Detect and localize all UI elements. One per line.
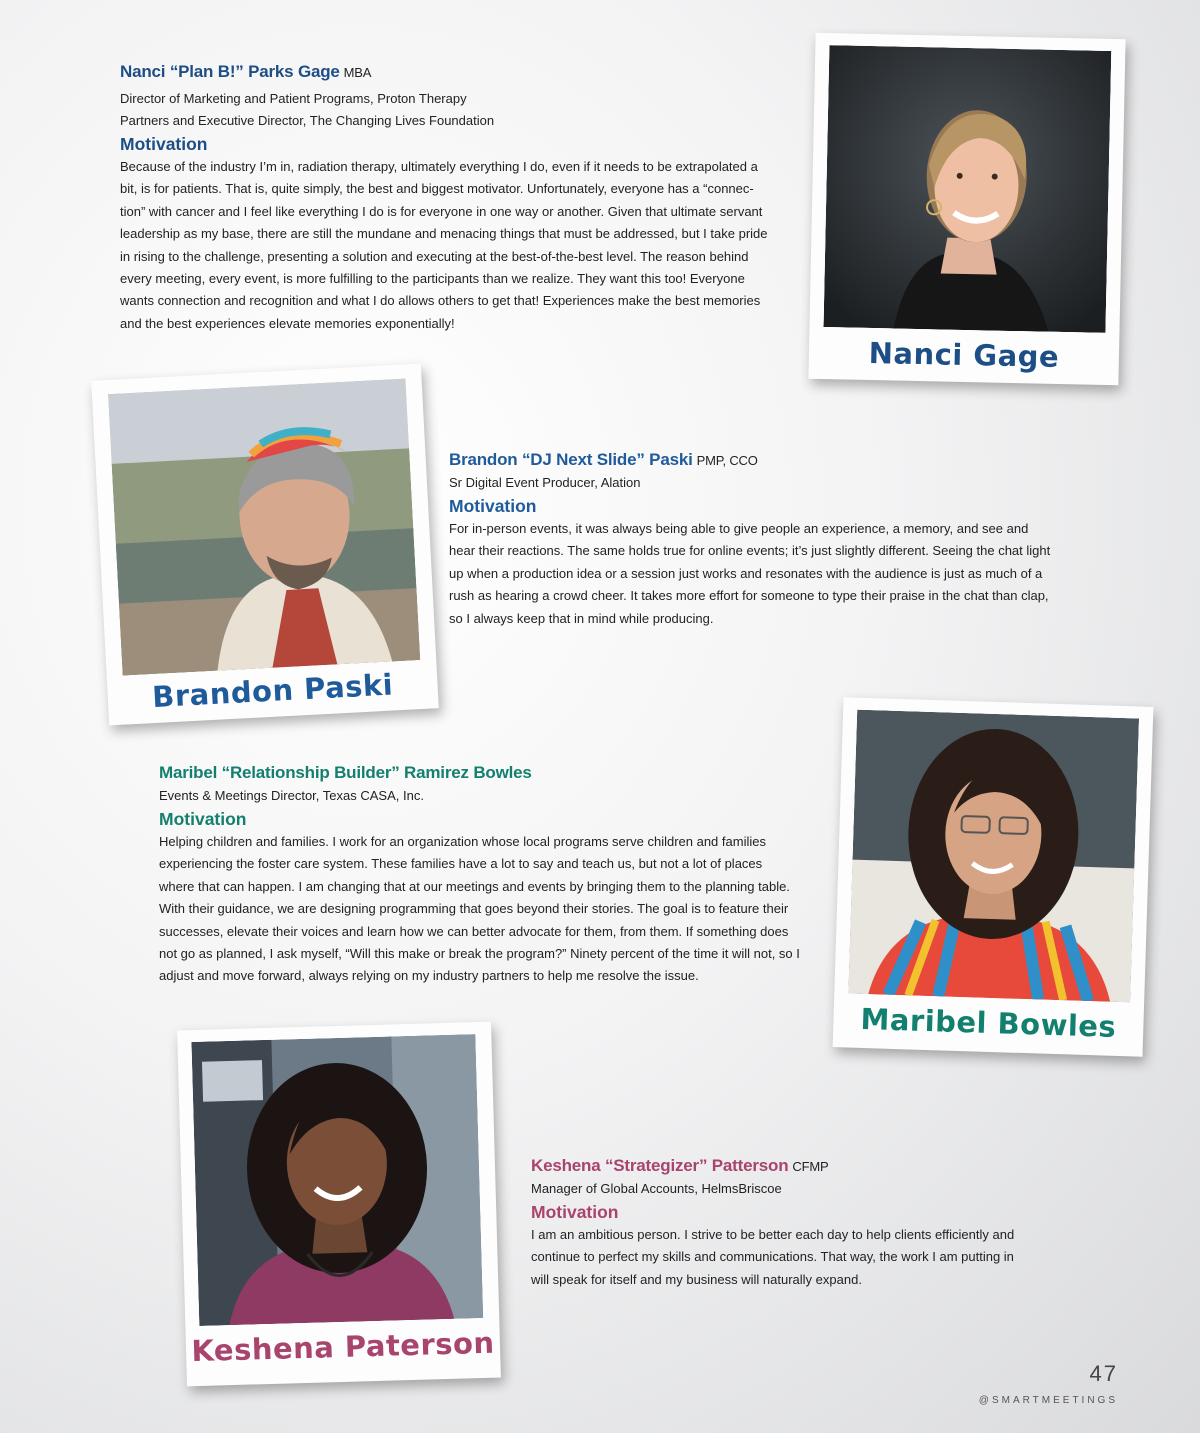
motivation-heading: Motivation (159, 809, 247, 829)
motivation-heading: Motivation (531, 1202, 619, 1222)
motivation-text: I am an ambitious person. I strive to be better each day to help clients efficiently and continue to perfect my skills and communications. That way, the work I am putting in will speak for itself and my business will naturally expand. (531, 1227, 1015, 1287)
polaroid-maribel (833, 697, 1154, 1057)
portrait-photo-nanci (823, 45, 1111, 333)
role-line: Events & Meetings Director, Texas CASA, Inc. (159, 788, 424, 803)
page-number: 47 (1089, 1361, 1118, 1386)
profile-maribel (159, 763, 829, 988)
social-handle: @SMARTMEETINGS (978, 1395, 1118, 1406)
portrait-photo-keshena (191, 1034, 483, 1326)
polaroid-brandon (91, 364, 439, 726)
role-line: Manager of Global Accounts, HelmsBriscoe (531, 1181, 782, 1196)
photo-caption: Keshena Paterson (190, 1325, 496, 1369)
portrait-photo-brandon (108, 378, 420, 675)
polaroid-nanci (808, 33, 1125, 385)
photo-caption: Maribel Bowles (860, 1001, 1117, 1044)
motivation-text: Helping children and families. I work for an organization whose local programs serve children and families experiencing the foster care system. These families have a lot to say and teach us, but not a lot of places where that can happen. I am changing that at our meetings and events by bringing them to the planning table. With their guidance, we are designing programming that goes beyond their stories. The goal is to feature their successes, elevate their voices and learn how we can better advocate for them, from them. If something does not go as planned, I ask myself, “Will this make or break the program?” Ninety percent of the time it will not, so I adjust and move forward, always relying on my industry partners to help me resolve the issue. (159, 834, 800, 984)
photo-caption: Brandon Paski (151, 667, 394, 715)
profile-name: Nanci “Plan B!” Parks Gage MBA (120, 62, 372, 81)
portrait-photo-maribel (848, 710, 1139, 1003)
profile-brandon (449, 450, 1089, 630)
role-line: Partners and Executive Director, The Changing Lives Foundation (120, 113, 495, 128)
motivation-heading: Motivation (120, 134, 208, 154)
motivation-heading: Motivation (449, 496, 537, 516)
photo-caption: Nanci Gage (868, 335, 1060, 374)
profile-nanci (120, 62, 800, 335)
motivation-text: For in-person events, it was always being able to give people an experience, a memory, and see and hear their reactions. The same holds true for online events; it’s just slightly different. Seeing the chat light up when a production idea or a session just works and resonates with the audience is just as much of a rush as hearing a crowd cheer. It takes more effort for someone to type their praise in the chat than clap, so I always keep that in mind while producing. (449, 521, 1051, 626)
motivation-text: Because of the industry I’m in, radiation therapy, ultimately everything I do, even if it needs to be extrapolated a bit, is for patients. That is, quite simply, the best and biggest motivator. Unfortunately, everyone has a “connec- tion” with cancer and I feel like everything I do is for everyone in one way or another. Given that ultimate servant leadership as my base, there are still the mundane and menacing things that must be addressed, but I take pride in rising to the challenge, presenting a solution and executing at the best-of-the-best level. The reason behind every meeting, every event, is more fulfilling to the participants than we realize. They want this too! Everyone wants connection and recognition and what I do allows others to get that! Experiences make the best memories and the best experiences elevate memories exponentially! (120, 159, 768, 331)
credentials: PMP, CCO (696, 453, 758, 468)
polaroid-keshena (177, 1022, 501, 1387)
profile-keshena (531, 1156, 1091, 1291)
profile-name: Maribel “Relationship Builder” Ramirez Bowles (159, 763, 532, 782)
role-line: Sr Digital Event Producer, Alation (449, 475, 641, 490)
role-line: Director of Marketing and Patient Programs, Proton Therapy (120, 91, 467, 106)
profile-name: Keshena “Strategizer” Patterson CFMP (531, 1156, 829, 1175)
credentials: CFMP (792, 1159, 829, 1174)
credentials: MBA (343, 65, 372, 80)
profile-name: Brandon “DJ Next Slide” Paski PMP, CCO (449, 450, 758, 469)
